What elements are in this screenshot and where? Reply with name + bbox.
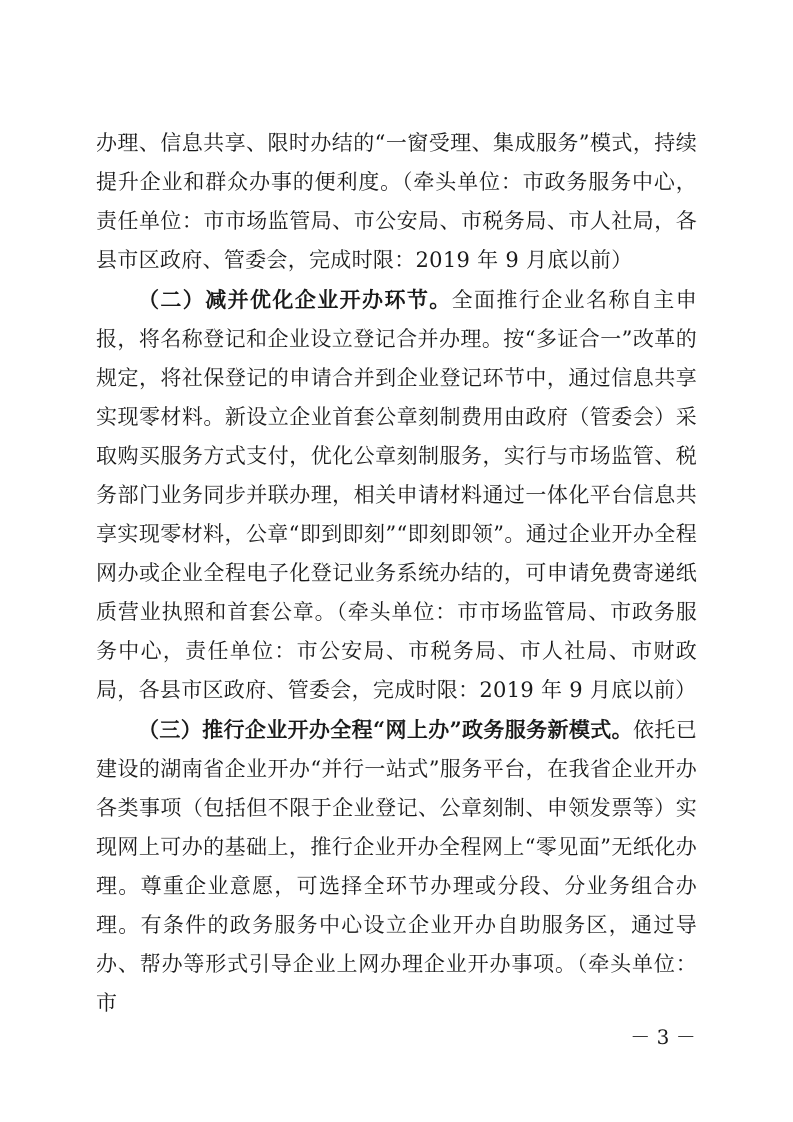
page-number: － 3 －	[630, 1025, 696, 1049]
paragraph-text: 全面推行企业名称自主申报，将名称登记和企业设立登记合并办理。按“多证合一”改革的规定，将社保登记的申请合并到企业登记环节中，通过信息共享实现零材料。新设立企业首套公章刻制费用由政府（管委会）采取购买服务方式支付，优化公章刻制服务，实行与市场监管、税务部门业务同步并联办理，相关申请材料通过一体化平台信息共享实现零材料，公章“即到即刻”“即刻即领”。通过企业开办全程网办或企业全程电子化登记业务系统办结的，可申请免费寄递纸质营业执照和首套公章。（牵头单位：市市场监管局、市政务服务中心，责任单位：市公安局、市税务局、市人社局、市财政局，各县市区政府、管委会，完成时限：2019 年 9 月底以前）	[96, 288, 697, 702]
section-heading: （二）减并优化企业开办环节。	[138, 287, 452, 312]
paragraph-section-2	[96, 280, 697, 710]
paragraph-text: 依托已建设的湖南省企业开办“并行一站式”服务平台，在我省企业开办各类事项（包括但不限于企业登记、公章刻制、申领发票等）实现网上可办的基础上，推行企业开办全程网上“零见面”无纸化办理。尊重企业意愿，可选择全环节办理或分段、分业务组合办理。有条件的政务服务中心设立企业开办自助服务区，通过导办、帮办等形式引导企业上网办理企业开办事项。（牵头单位：市	[96, 718, 698, 1015]
section-heading: （三）推行企业开办全程“网上办”政务服务新模式。	[138, 717, 633, 742]
body-text	[96, 124, 697, 1023]
paragraph-text: 办理、信息共享、限时办结的“一窗受理、集成服务”模式，持续提升企业和群众办事的便利度。（牵头单位：市政务服务中心，责任单位：市市场监管局、市公安局、市税务局、市人社局，各县市区政府、管委会，完成时限：2019 年 9 月底以前）	[96, 131, 697, 272]
paragraph-section-3	[96, 710, 697, 1023]
paragraph-continuation	[96, 124, 697, 280]
